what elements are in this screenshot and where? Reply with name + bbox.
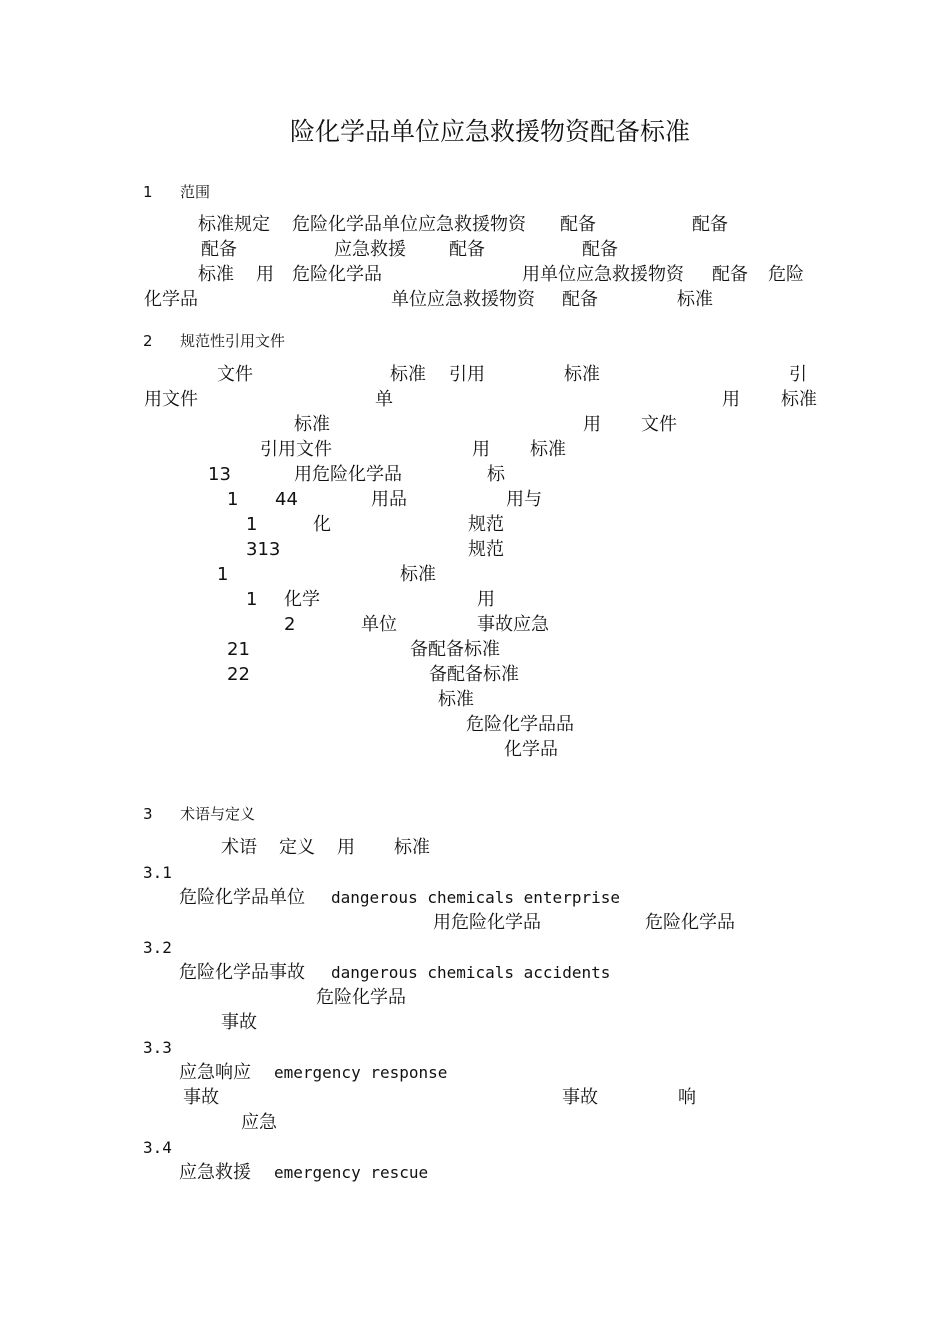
scope-fragment: 配备 <box>712 264 748 285</box>
section-2-heading: 规范性引用文件 <box>180 332 286 350</box>
reference-fragment: 用危险化学品 <box>294 464 402 485</box>
reference-fragment: 标准 <box>438 689 474 710</box>
scope-fragment: 配备 <box>692 214 728 235</box>
reference-fragment: 化 <box>313 514 331 535</box>
reference-fragment: 标准 <box>564 364 600 385</box>
reference-fragment: 用与 <box>506 489 542 510</box>
term-cn: 应急响应 <box>179 1062 251 1083</box>
reference-fragment: 标准 <box>390 364 426 385</box>
reference-fragment: 规范 <box>468 539 504 560</box>
term-number: 3.3 <box>143 1038 172 1057</box>
term-cn: 危险化学品事故 <box>179 962 305 983</box>
term-definition-fragment: 危险化学品 <box>645 912 735 933</box>
term-definition-fragment: 事故 <box>221 1012 257 1033</box>
terms-intro-fragment: 用 <box>337 837 355 858</box>
reference-fragment: 用 <box>583 414 601 435</box>
reference-fragment: 危险化学品品 <box>466 714 574 735</box>
reference-fragment: 22 <box>227 664 250 685</box>
reference-fragment: 备配备标准 <box>410 639 500 660</box>
reference-fragment: 1 <box>217 564 229 585</box>
reference-fragment: 1 <box>227 489 239 510</box>
reference-fragment: 1 <box>246 589 258 610</box>
scope-fragment: 危险化学品 <box>292 264 382 285</box>
reference-fragment: 1 <box>246 514 258 535</box>
scope-fragment: 化学品 <box>144 289 198 310</box>
scope-fragment: 应急救援 <box>334 239 406 260</box>
reference-fragment: 引用 <box>449 364 485 385</box>
section-3-heading: 术语与定义 <box>180 805 256 823</box>
reference-fragment: 化学 <box>284 589 320 610</box>
scope-fragment: 危险 <box>768 264 804 285</box>
reference-fragment: 单位 <box>361 614 397 635</box>
terms-intro-fragment: 术语 <box>221 837 257 858</box>
terms-intro-fragment: 定义 <box>279 837 315 858</box>
scope-fragment: 配备 <box>582 239 618 260</box>
scope-fragment: 危险化学品单位应急救援物资 <box>292 214 526 235</box>
scope-fragment: 配备 <box>201 239 237 260</box>
document-title: 险化学品单位应急救援物资配备标准 <box>290 117 691 146</box>
scope-fragment: 用 <box>256 264 274 285</box>
reference-fragment: 21 <box>227 639 250 660</box>
term-definition-fragment: 响 <box>678 1087 696 1108</box>
term-cn: 危险化学品单位 <box>179 887 305 908</box>
reference-fragment: 2 <box>284 614 296 635</box>
terms-intro-fragment: 标准 <box>394 837 430 858</box>
term-en: emergency rescue <box>274 1163 429 1182</box>
term-definition-fragment: 事故 <box>562 1087 598 1108</box>
reference-fragment: 313 <box>246 539 281 560</box>
term-en: emergency response <box>274 1063 448 1082</box>
reference-fragment: 用 <box>472 439 490 460</box>
scope-fragment: 用单位应急救援物资 <box>522 264 684 285</box>
term-number: 3.1 <box>143 863 172 882</box>
reference-fragment: 单 <box>375 389 393 410</box>
term-en: dangerous chemicals enterprise <box>331 888 620 907</box>
section-1-heading: 范围 <box>180 183 211 201</box>
term-definition-fragment: 用危险化学品 <box>433 912 541 933</box>
reference-fragment: 用品 <box>371 489 407 510</box>
reference-fragment: 化学品 <box>504 739 558 760</box>
term-en: dangerous chemicals accidents <box>331 963 611 982</box>
term-cn: 应急救援 <box>179 1162 251 1183</box>
reference-fragment: 标准 <box>781 389 817 410</box>
term-definition-fragment: 应急 <box>241 1112 277 1133</box>
scope-fragment: 标准 <box>677 289 713 310</box>
section-3-number: 3 <box>143 805 153 823</box>
section-2-number: 2 <box>143 332 153 350</box>
reference-fragment: 用文件 <box>144 389 198 410</box>
reference-fragment: 用 <box>722 389 740 410</box>
reference-fragment: 文件 <box>641 414 677 435</box>
scope-fragment: 配备 <box>562 289 598 310</box>
term-number: 3.2 <box>143 938 172 957</box>
reference-fragment: 标 <box>487 464 505 485</box>
reference-fragment: 备配备标准 <box>429 664 519 685</box>
scope-fragment: 配备 <box>449 239 485 260</box>
scope-fragment: 标准规定 <box>198 214 270 235</box>
scope-fragment: 配备 <box>560 214 596 235</box>
section-1-number: 1 <box>143 183 153 201</box>
reference-fragment: 13 <box>208 464 231 485</box>
reference-fragment: 标准 <box>400 564 436 585</box>
reference-fragment: 标准 <box>294 414 330 435</box>
reference-fragment: 引用文件 <box>260 439 332 460</box>
term-number: 3.4 <box>143 1138 172 1157</box>
term-definition-fragment: 事故 <box>183 1087 219 1108</box>
reference-fragment: 文件 <box>217 364 253 385</box>
reference-fragment: 事故应急 <box>477 614 549 635</box>
reference-fragment: 44 <box>275 489 298 510</box>
scope-fragment: 单位应急救援物资 <box>391 289 535 310</box>
reference-fragment: 规范 <box>468 514 504 535</box>
reference-fragment: 标准 <box>530 439 566 460</box>
reference-fragment: 引 <box>789 364 807 385</box>
term-definition-fragment: 危险化学品 <box>316 987 406 1008</box>
scope-fragment: 标准 <box>198 264 234 285</box>
reference-fragment: 用 <box>477 589 495 610</box>
